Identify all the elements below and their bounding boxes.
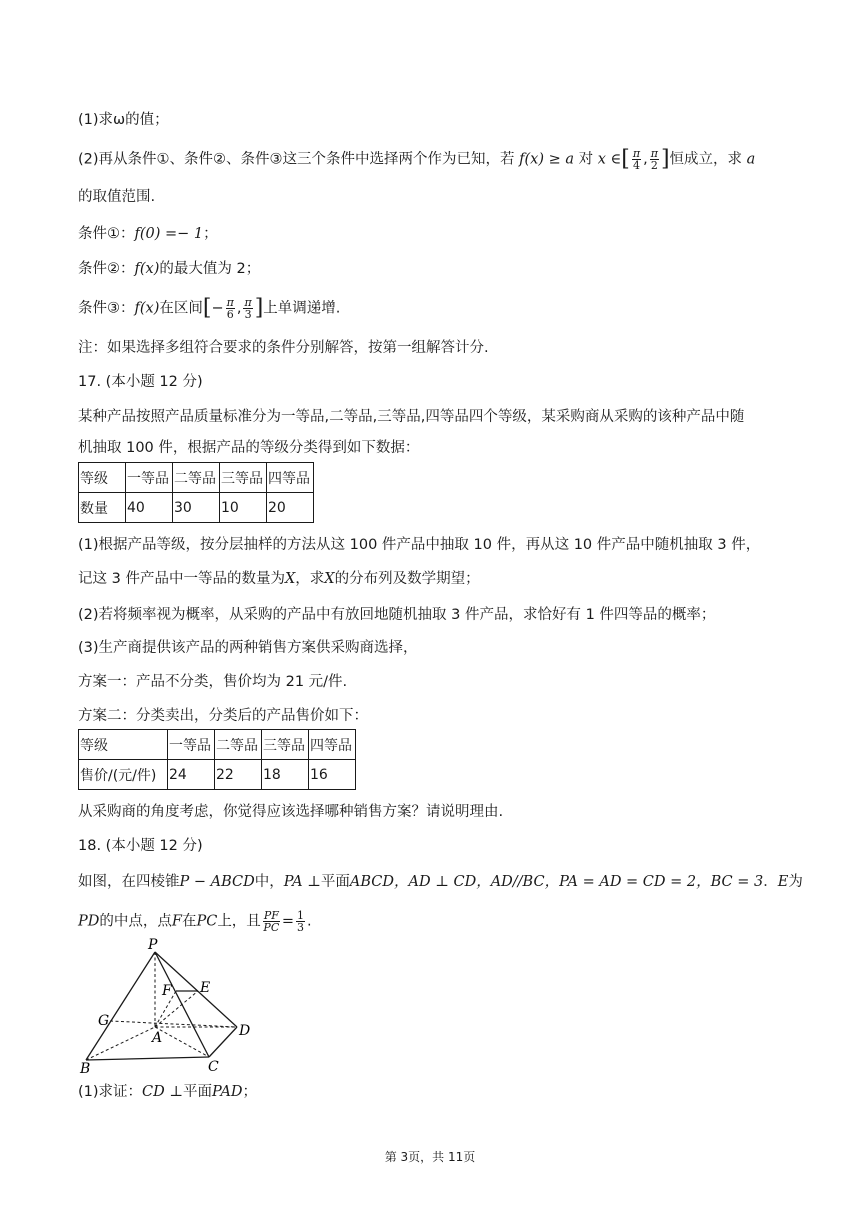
label-c: C xyxy=(208,1059,219,1075)
page-footer: 第 3页，共 11页 xyxy=(384,1150,476,1164)
label-d: D xyxy=(239,1023,251,1039)
q17-part3: (3)生产商提供该产品的两种销售方案供采购商选择， xyxy=(78,640,418,656)
plan-2: 方案二：分类卖出，分类后的产品售价如下： xyxy=(78,708,368,724)
edge-pb xyxy=(86,952,155,1060)
label-e: E xyxy=(200,980,211,996)
label-b: B xyxy=(80,1061,91,1075)
edge-gd xyxy=(110,1021,237,1027)
q17-end: 从采购商的角度考虑，你觉得应该选择哪种销售方案？请说明理由. xyxy=(78,804,504,820)
plan-1: 方案一：产品不分类，售价均为 21 元/件. xyxy=(78,674,348,690)
price-table xyxy=(78,729,356,790)
table-row: 数量 40 30 10 20 xyxy=(79,493,314,523)
q17-text-2: 机抽取 100 件，根据产品的等级分类得到如下数据： xyxy=(78,440,420,456)
q18-text-1: 如图，在四棱锥P − ABCD中，PA ⊥平面ABCD，AD ⊥ CD，AD//BC，PA = AD = CD = 2，BC = 3．E为 xyxy=(78,874,803,890)
q18-part1: (1)求证：CD ⊥平面PAD； xyxy=(78,1084,258,1100)
table-row: 等级 一等品 二等品 三等品 四等品 xyxy=(79,730,356,760)
label-p: P xyxy=(148,937,158,953)
label-f: F xyxy=(162,983,172,999)
frac-pf-pc: $\frac{PF}{PC}$ xyxy=(263,909,280,934)
label-g: G xyxy=(98,1013,110,1029)
q17-title: 17. (本小题 12 分) xyxy=(78,374,203,390)
q16-part2: (2)再从条件①、条件②、条件③这三个条件中选择两个作为已知，若 f(x) ≥ a 对 x ∈[ $\frac{\pi}{4}$ , $\frac{\pi}{2}$ ]恒成立，求 a xyxy=(78,146,756,172)
q16-part1: (1)求ω的值； xyxy=(78,112,169,128)
condition-3: 条件③：f(x)在区间[− $\frac{\pi}{6}$ , $\frac{\pi}{3}$ ]上单调递增. xyxy=(78,295,341,321)
condition-1: 条件①：f(0) =− 1； xyxy=(78,226,218,242)
frac-pi-3: $\frac{\pi}{3}$ xyxy=(244,296,252,321)
q17-text-1: 某种产品按照产品质量标准分为一等品,二等品,三等品,四等品四个等级，某采购商从采购的该种产品中随 xyxy=(78,409,745,425)
frac-1-3: $\frac{1}{3}$ xyxy=(297,909,305,934)
table-row: 等级 一等品 二等品 三等品 四等品 xyxy=(79,463,314,493)
frac-pi-4: $\frac{\pi}{4}$ xyxy=(632,147,641,172)
q17-part2: (2)若将频率视为概率，从采购的产品中有放回地随机抽取 3 件产品，求恰好有 1 件四等品的概率； xyxy=(78,607,716,623)
q18-text-2: PD的中点，点F在PC上，且 $\frac{PF}{PC}$ = $\frac{1}{3}$ . xyxy=(78,909,312,934)
frac-pi-6: $\frac{\pi}{6}$ xyxy=(226,296,234,321)
quantity-table xyxy=(78,462,314,523)
pyramid-figure xyxy=(76,935,266,1075)
label-a: A xyxy=(152,1030,163,1046)
condition-2: 条件②：f(x)的最大值为 2； xyxy=(78,261,261,277)
q18-title: 18. (本小题 12 分) xyxy=(78,838,203,854)
q17-part1: (1)根据产品等级，按分层抽样的方法从这 100 件产品中抽取 10 件，再从这 10 件产品中随机抽取 3 件， xyxy=(78,537,761,553)
edge-cd xyxy=(209,1027,237,1057)
q16-part2-cont: 的取值范围. xyxy=(78,189,156,205)
note: 注：如果选择多组符合要求的条件分别解答，按第一组解答计分. xyxy=(78,340,489,356)
table-row: 售价/(元/件) 24 22 18 16 xyxy=(79,760,356,790)
edge-bc xyxy=(86,1057,209,1060)
frac-pi-2: $\frac{\pi}{2}$ xyxy=(650,147,658,172)
q17-part1-cont: 记这 3 件产品中一等品的数量为X，求X的分布列及数学期望； xyxy=(78,571,480,587)
